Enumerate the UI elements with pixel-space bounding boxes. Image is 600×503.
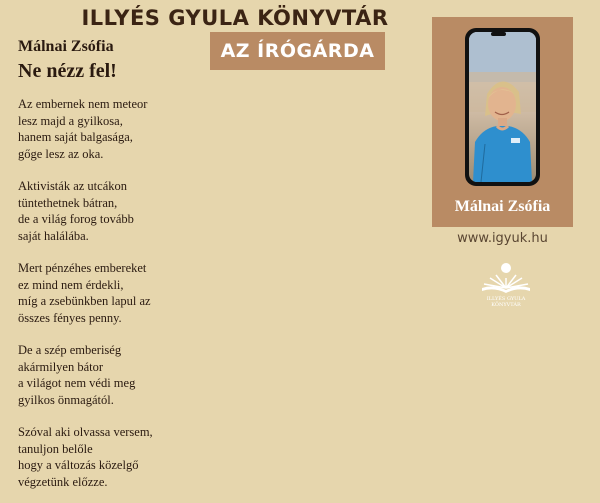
author-photo bbox=[469, 32, 536, 182]
poem-title: Ne nézz fel! bbox=[18, 60, 117, 82]
poem-line: ez mind nem érdekli, bbox=[18, 277, 124, 292]
poem-stanza bbox=[18, 342, 188, 408]
poem-stanza bbox=[18, 424, 188, 490]
poem-line: a világot nem védi meg bbox=[18, 376, 136, 390]
poem-line: tüntethetnek bátran, bbox=[18, 195, 118, 210]
library-logo bbox=[476, 258, 536, 310]
poem-line: gőge lesz az oka. bbox=[18, 146, 104, 161]
poem-line: míg a zsebünkben lapul az bbox=[18, 294, 151, 308]
author-photo-card bbox=[432, 17, 573, 227]
poem-line: tanuljon belőle bbox=[18, 441, 93, 456]
poem-line: Aktivisták az utcákon bbox=[18, 179, 127, 193]
section-banner: AZ ÍRÓGÁRDA bbox=[210, 32, 385, 70]
logo-text-line2: KÖNYVTÁR bbox=[491, 302, 521, 308]
poem-stanza bbox=[18, 260, 188, 326]
poem-author: Málnai Zsófia bbox=[18, 38, 114, 55]
poem-line: hogy a változás közelgő bbox=[18, 458, 139, 472]
poem-line: gyilkos önmagától. bbox=[18, 392, 114, 407]
poem-line: hanem saját balgasága, bbox=[18, 130, 133, 144]
poem-line: de a világ forog tovább bbox=[18, 212, 134, 226]
poem-line: lesz majd a gyilkosa, bbox=[18, 113, 123, 128]
library-title: ILLYÉS GYULA KÖNYVTÁR bbox=[81, 6, 389, 30]
poem-line: De a szép emberiség bbox=[18, 343, 122, 357]
poem-line: Mert pénzéhes embereket bbox=[18, 261, 147, 275]
poem-line: összes fényes penny. bbox=[18, 310, 122, 325]
poem-stanza bbox=[18, 96, 188, 162]
poem-line: saját halálába. bbox=[18, 228, 89, 243]
poem-line: akármilyen bátor bbox=[18, 359, 104, 374]
phone-frame bbox=[465, 28, 540, 186]
poem-line: Az embernek nem meteor bbox=[18, 97, 148, 111]
poem-body bbox=[18, 96, 188, 503]
logo-text-line1: ILLYÉS GYULA bbox=[486, 296, 526, 302]
author-portrait-illustration bbox=[469, 32, 536, 182]
book-sun-icon bbox=[476, 258, 536, 310]
poem-line: Szóval aki olvassa versem, bbox=[18, 425, 153, 439]
phone-notch bbox=[491, 32, 506, 36]
website-link[interactable]: www.igyuk.hu bbox=[457, 231, 548, 246]
poem-line: végzetünk előzze. bbox=[18, 474, 108, 489]
poem-stanza bbox=[18, 178, 188, 244]
author-name-caption: Málnai Zsófia bbox=[454, 198, 551, 215]
